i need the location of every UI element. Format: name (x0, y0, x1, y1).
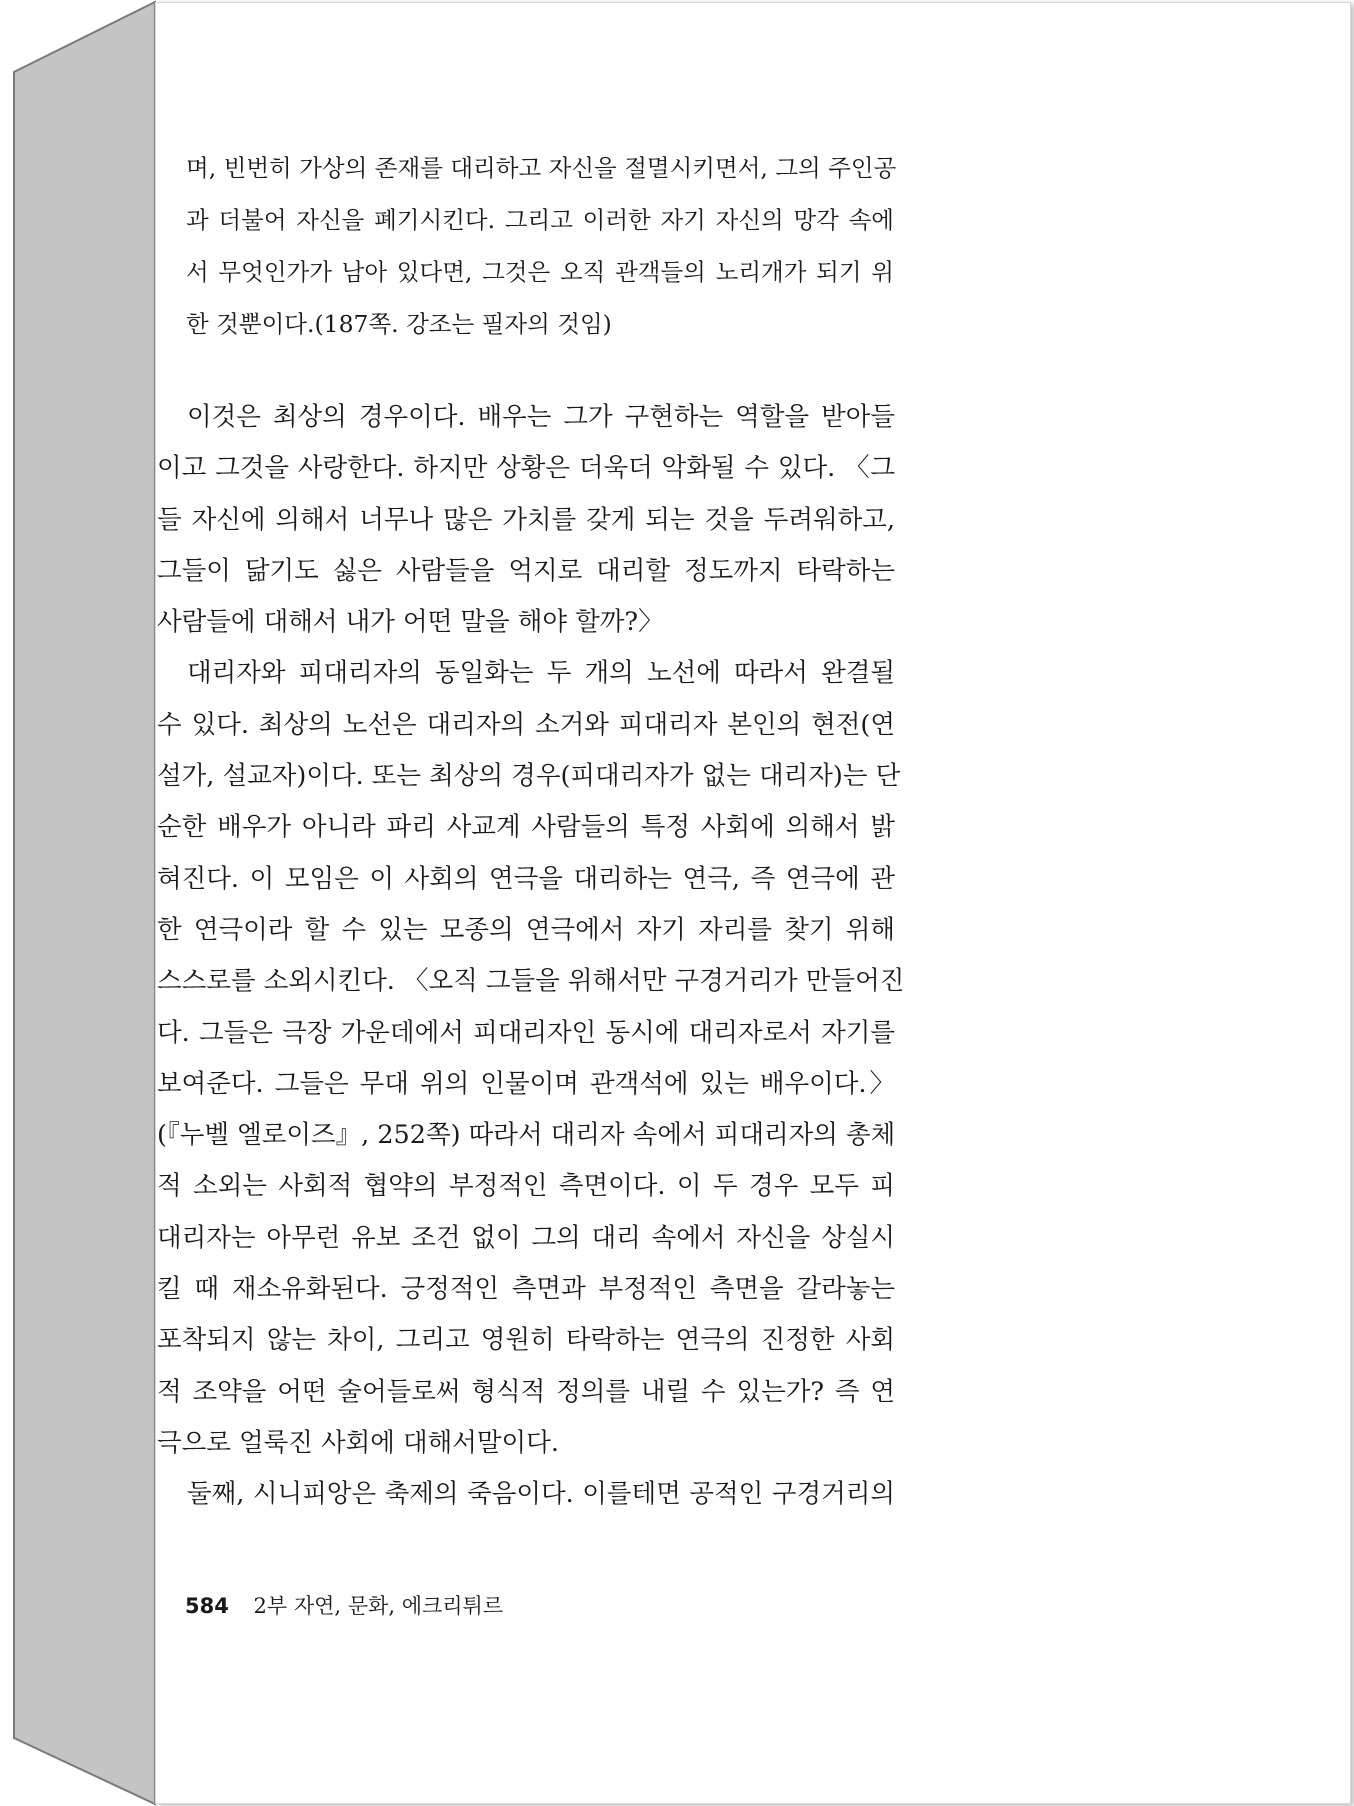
body-line: 보여준다. 그들은 무대 위의 인물이며 관객석에 있는 배우이다.〉 (157, 1068, 895, 1099)
running-title: 2부 자연, 문화, 에크리튀르 (253, 1594, 504, 1618)
body-line: 이것은 최상의 경우이다. 배우는 그가 구현하는 역할을 받아들 (187, 402, 895, 432)
body-line: 혀진다. 이 모임은 이 사회의 연극을 대리하는 연극, 즉 연극에 관 (157, 863, 895, 894)
body-line: 대리자는 아무런 유보 조건 없이 그의 대리 속에서 자신을 상실시 (157, 1222, 895, 1253)
body-line: 설가, 설교자)이다. 또는 최상의 경우(피대리자가 없는 대리자)는 단 (157, 761, 901, 792)
body-line: 그들이 닮기도 싫은 사람들을 억지로 대리할 정도까지 타락하는 (157, 555, 895, 586)
body-line: 다. 그들은 극장 가운데에서 피대리자인 동시에 대리자로서 자기를 (157, 1017, 895, 1048)
body-line: 사람들에 대해서 내가 어떤 말을 해야 할까?〉 (157, 607, 664, 638)
body-line: 들 자신에 의해서 너무나 많은 가치를 갖게 되는 것을 두려워하고, (157, 504, 895, 535)
quote-line: 한 것뿐이다.(187쪽. 강조는 필자의 것임) (186, 310, 612, 338)
body-line: 적 소외는 사회적 협약의 부정적인 측면이다. 이 두 경우 모두 피 (157, 1171, 895, 1202)
body-line: (『누벨 엘로이즈』, 252쪽) 따라서 대리자 속에서 피대리자의 총체 (157, 1120, 896, 1151)
quote-line: 며, 빈번히 가상의 존재를 대리하고 자신을 절멸시키면서, 그의 주인공 (186, 154, 897, 182)
body-text (157, 392, 905, 1521)
body-line: 극으로 얼룩진 사회에 대해서말이다. (157, 1427, 559, 1458)
page-footer (185, 1590, 503, 1620)
quote-line: 서 무엇인가가 남아 있다면, 그것은 오직 관객들의 노리개가 되기 위 (186, 258, 894, 286)
block-quote (186, 142, 897, 350)
body-line: 수 있다. 최상의 노선은 대리자의 소거와 피대리자 본인의 현전(연 (157, 709, 895, 740)
body-line: 적 조약을 어떤 술어들로써 형식적 정의를 내릴 수 있는가? 즉 연 (157, 1376, 895, 1407)
body-line: 이고 그것을 사랑한다. 하지만 상황은 더욱더 악화될 수 있다. 〈그 (157, 453, 895, 484)
body-line: 포착되지 않는 차이, 그리고 영원히 타락하는 연극의 진정한 사회 (157, 1325, 895, 1356)
quote-line: 과 더불어 자신을 폐기시킨다. 그리고 이러한 자기 자신의 망각 속에 (186, 206, 894, 234)
body-line: 한 연극이라 할 수 있는 모종의 연극에서 자기 자리를 찾기 위해 (157, 914, 895, 945)
body-line: 대리자와 피대리자의 동일화는 두 개의 노선에 따라서 완결될 (187, 658, 895, 689)
page-number: 584 (185, 1594, 229, 1618)
body-line: 스스로를 소외시킨다. 〈오직 그들을 위해서만 구경거리가 만들어진 (157, 966, 905, 997)
body-line: 순한 배우가 아니라 파리 사교계 사람들의 특정 사회에 의해서 밝 (157, 812, 895, 843)
body-line: 킬 때 재소유화된다. 긍정적인 측면과 부정적인 측면을 갈라놓는 (157, 1274, 895, 1305)
body-line: 둘째, 시니피앙은 축제의 죽음이다. 이를테면 공적인 구경거리의 (187, 1479, 895, 1510)
